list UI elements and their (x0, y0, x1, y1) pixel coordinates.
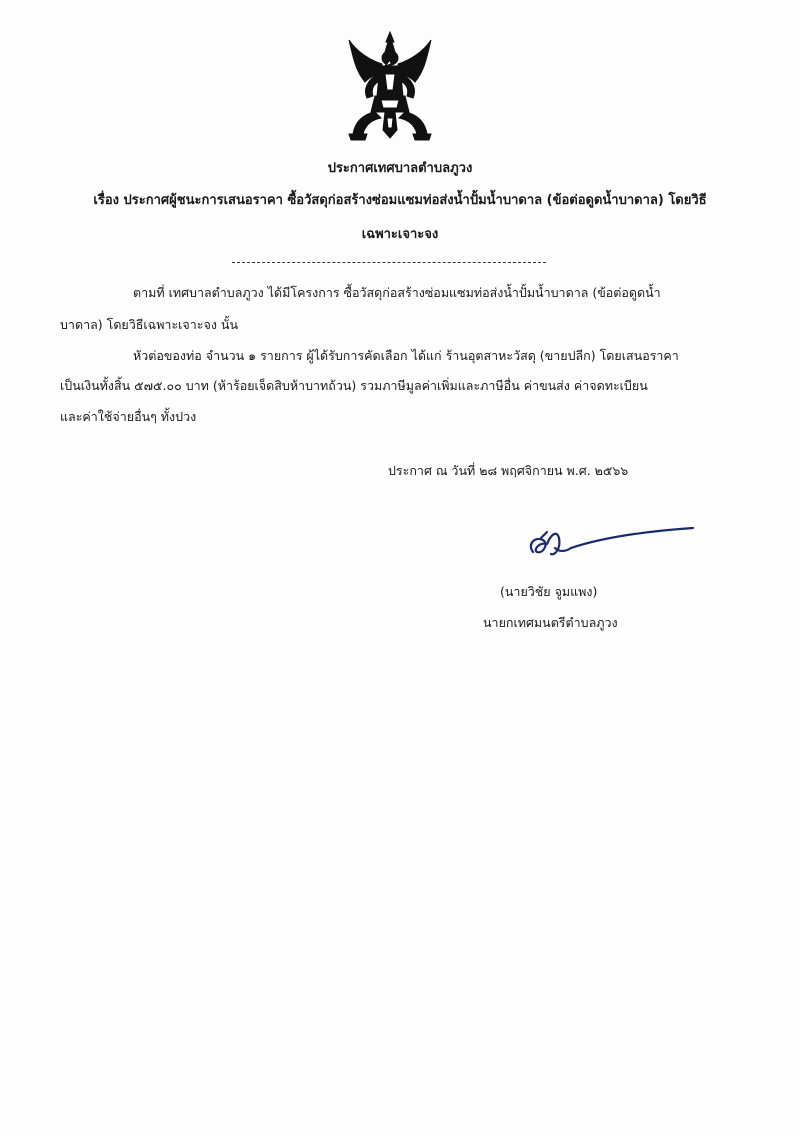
garuda-emblem (345, 30, 435, 142)
paragraph-2-line-2: เป็นเงินทั้งสิ้น ๕๗๕.๐๐ บาท (ห้าร้อยเจ็ดสิบห้าบาทถ้วน) รวมภาษีมูลค่าเพิ่มและภาษีอื่น ค่าขนส่ง ค่าจดทะเบียน (60, 378, 648, 393)
subject-line-2: เฉพาะเจาะจง (361, 227, 439, 242)
signer-title: นายกเทศมนตรีตำบลภูวง (483, 615, 618, 630)
handwritten-signature (525, 518, 700, 566)
signer-name: (นายวิชัย จูมแพง) (500, 584, 598, 599)
announcement-date: ประกาศ ณ วันที่ ๒๘ พฤศจิกายน พ.ศ. ๒๕๖๖ (388, 463, 629, 478)
paragraph-1-line-2: บาดาล) โดยวิธีเฉพาะเจาะจง นั้น (60, 317, 238, 332)
paragraph-1-line-1: ตามที่ เทศบาลตำบลภูวง ได้มีโครงการ ซื้อวัสดุก่อสร้างซ่อมแซมท่อส่งน้ำปั้มน้ำบาดาล (ข้อต่อดูดน้ำ (133, 285, 661, 300)
paragraph-2-line-3: และค่าใช้จ่ายอื่นๆ ทั้งปวง (60, 409, 197, 424)
subject-line-1: เรื่อง ประกาศผู้ชนะการเสนอราคา ซื้อวัสดุก่อสร้างซ่อมแซมท่อส่งน้ำปั้มน้ำบาดาล (ข้อต่อดูดน้ำบาดาล) โดยวิธี (93, 193, 707, 208)
paragraph-2-line-1: หัวต่อของท่อ จำนวน ๑ รายการ ผู้ได้รับการคัดเลือก ได้แก่ ร้านอุตสาหะวัสดุ (ขายปลีก) โดยเสนอราคา (133, 348, 679, 363)
office-title: ประกาศเทศบาลตำบลภูวง (327, 161, 473, 176)
divider-line (232, 262, 546, 263)
